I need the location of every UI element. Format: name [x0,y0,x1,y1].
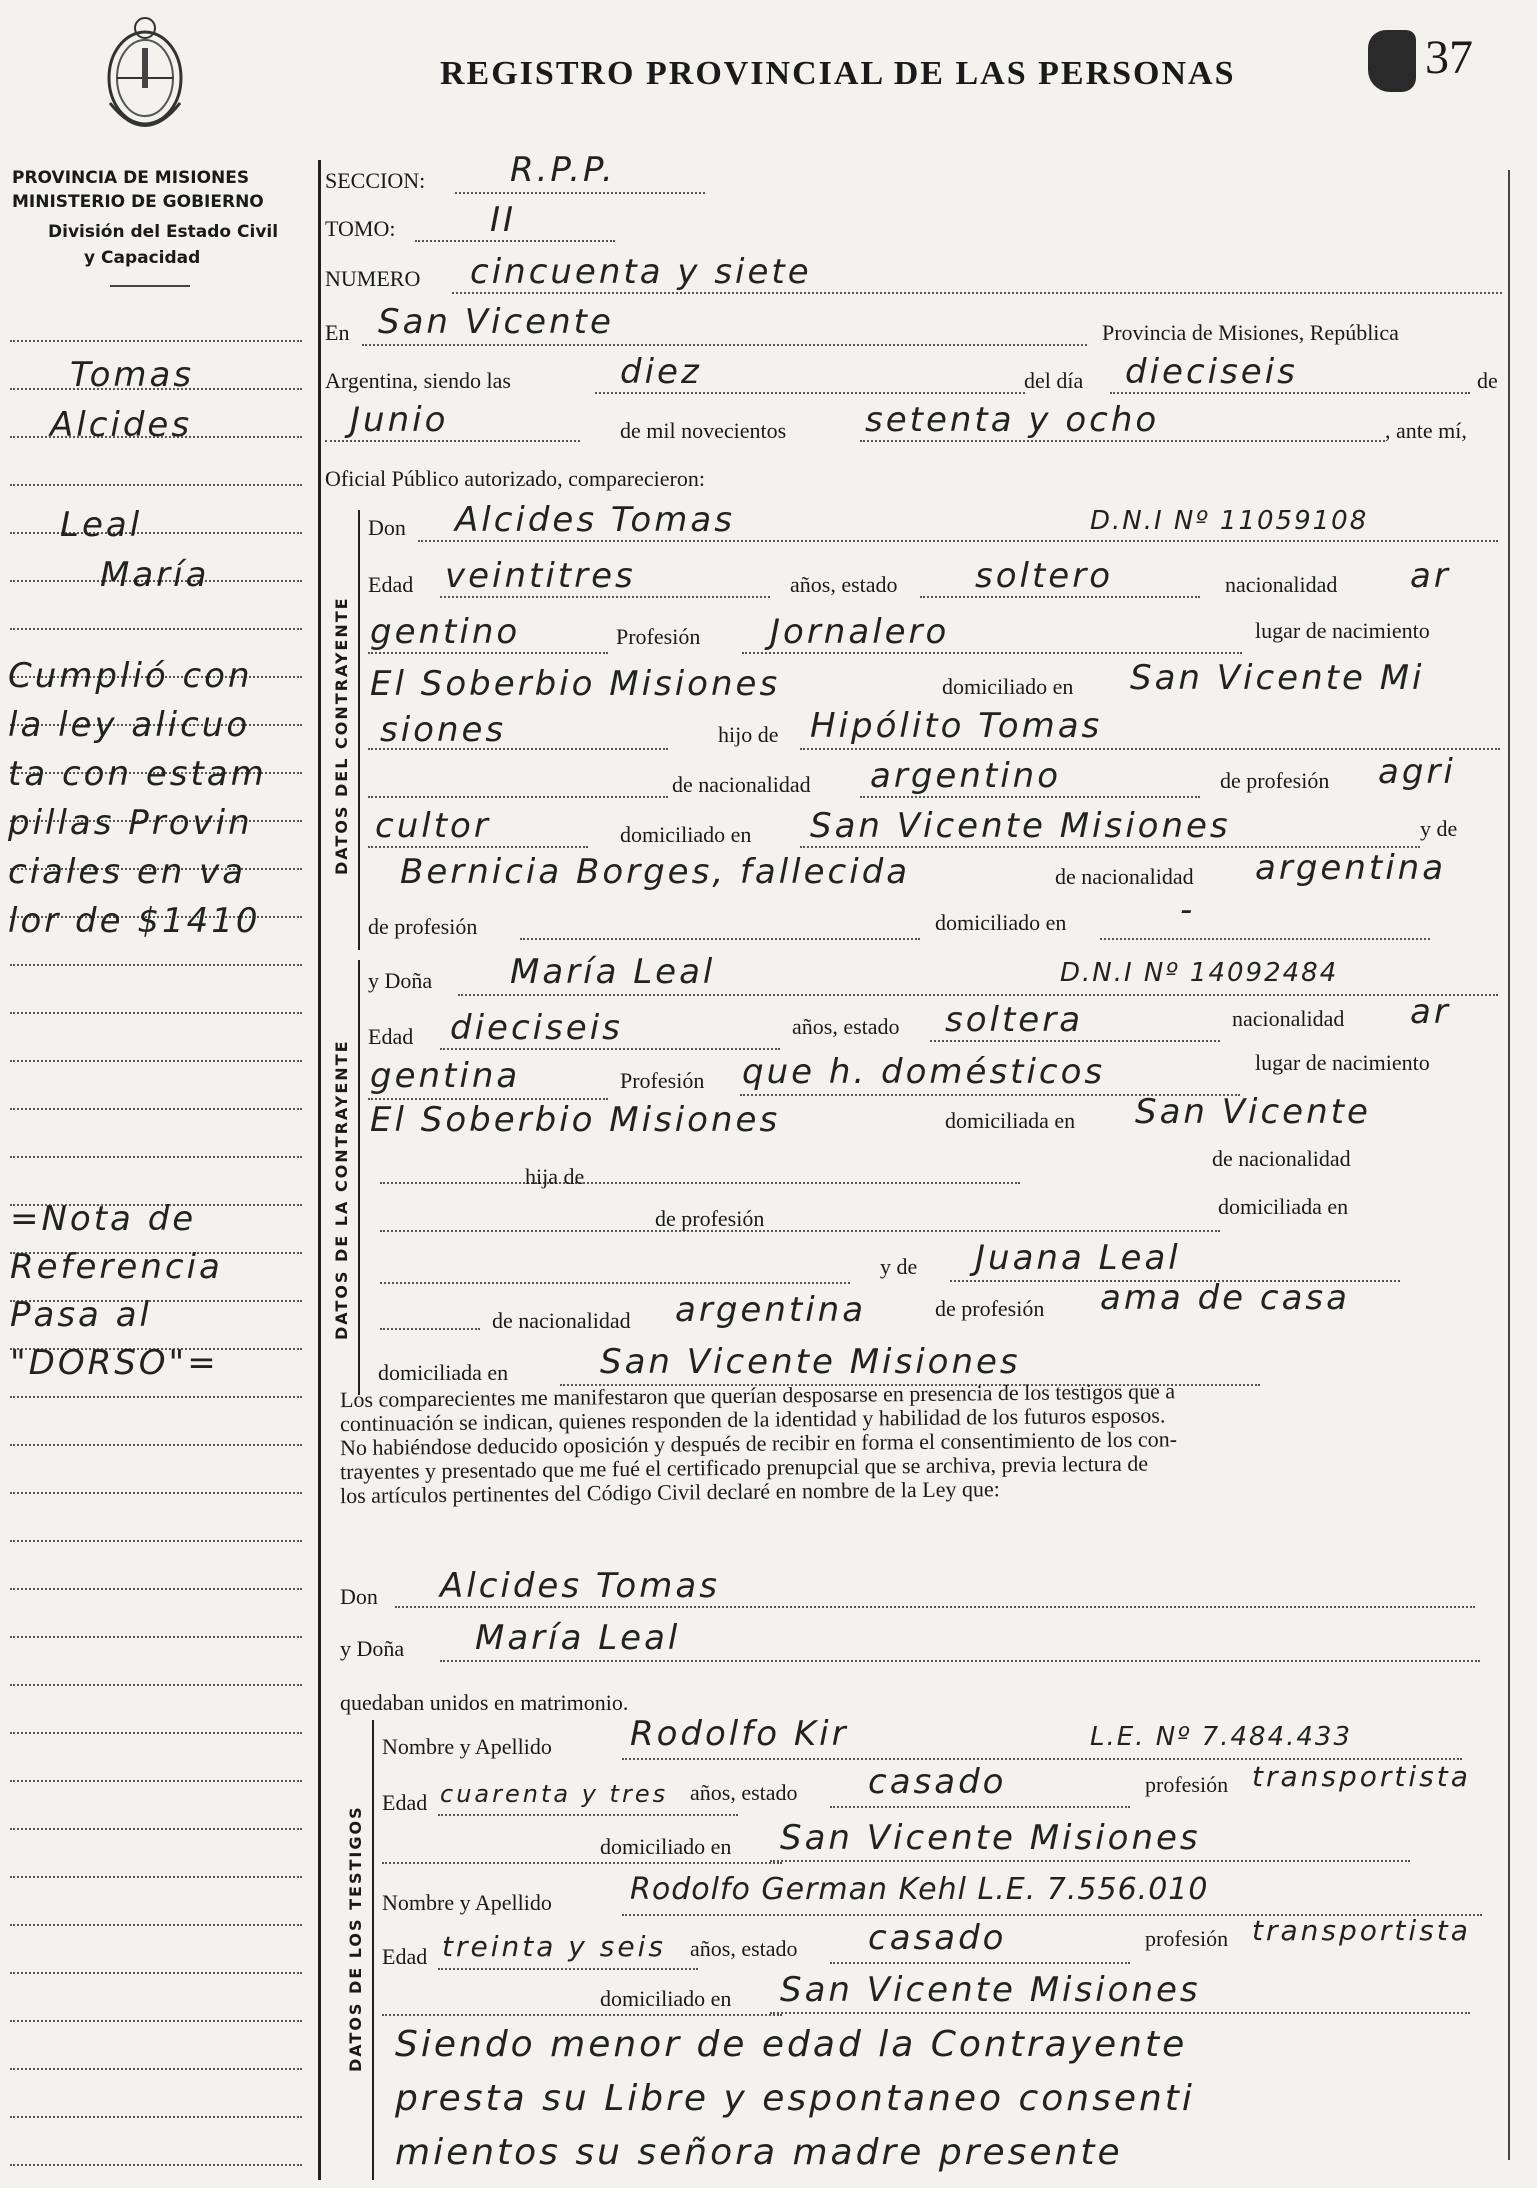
stamp-note-line: pillas Provin [8,803,253,843]
contrayente-profesion: Jornalero [770,612,950,652]
dia-value: dieciseis [1125,352,1298,392]
header-underline [110,285,190,287]
consent-note-line: mientos su señora madre presente [395,2132,1123,2173]
contrayenta-y-de: y de [880,1254,918,1279]
madre-blank-line [380,1282,850,1284]
declaration-dona-line [440,1660,1480,1662]
margin-surname-1: Tomas [70,355,195,395]
coat-of-arms-icon [100,8,190,148]
margin-line [10,1828,302,1830]
contrayenta-madre-blank [380,1328,480,1330]
stamp-note-line: la ley alicuo [8,705,251,745]
margin-line [10,964,302,966]
t1-dom-line [770,1860,1410,1862]
t1-edad: cuarenta y tres [440,1780,669,1808]
contrayente-nac-a: ar [1410,556,1451,596]
madre-prof-line [520,938,920,940]
margin-line [10,1924,302,1926]
contrayenta-estado: soltera [945,1000,1084,1040]
declaration-don-value: Alcides Tomas [440,1566,720,1606]
margin-line [10,1012,302,1014]
contrayenta-edad: dieciseis [450,1008,623,1048]
mes-value: Junio [350,400,449,440]
reference-note-line: "DORSO"= [10,1343,219,1383]
margin-line [10,1444,302,1446]
quedaban-text: quedaban unidos en matrimonio. [340,1690,629,1715]
consent-note [395,2018,1195,2180]
madre-name: Bernicia Borges, fallecida [400,852,911,892]
hija-domiciliada-en: domiciliada en [1218,1194,1349,1219]
declaration-dona-value: María Leal [475,1618,681,1658]
contrayenta-madre-dom: San Vicente Misiones [600,1342,1021,1382]
margin-line [10,1108,302,1110]
margin-surname-2: Leal [60,505,143,545]
contrayente-name: Alcides Tomas [455,500,735,540]
padre-nac-line [860,796,1200,798]
margin-line [10,2116,302,2118]
contrayenta-name: María Leal [510,952,716,992]
margin-line [10,1732,302,1734]
contrayenta-madre-domiciliada-label: domiciliada en [378,1360,509,1385]
page-number: 37 [1425,31,1473,84]
margin-line [10,1156,302,1158]
contrayenta-edad-label: Edad [368,1024,414,1049]
margin-line [10,1972,302,1974]
testigos-section-label: DATOS DE LOS TESTIGOS [346,1805,365,2072]
declaration-paragraph [339,1378,1500,1509]
main-divider [318,160,321,2180]
stamp-note-line: Cumplió con [8,656,253,696]
t2-name: Rodolfo German Kehl L.E. 7.556.010 [630,1872,1209,1907]
t2-dom: San Vicente Misiones [780,1970,1201,2010]
t2-dom-line [770,2012,1470,2014]
contrayenta-domiciliada-en: domiciliada en [945,1108,1076,1133]
anio-line [860,440,1385,442]
padre-line [800,748,1500,750]
don-label: Don [368,515,406,540]
numero-line [452,292,1502,294]
ink-blot [1368,30,1416,92]
padre-name: Hipólito Tomas [810,706,1103,746]
argentina-text: Argentina, siendo las [325,368,511,393]
anio-value: setenta y ocho [865,400,1160,440]
contrayenta-section-label: DATOS DE LA CONTRAYENTE [332,1039,351,1340]
lugar-label: lugar de nacimiento [1255,618,1430,643]
reference-note-line: Referencia [10,1247,223,1287]
margin-line [10,628,302,630]
division-line1: División del Estado Civil [48,222,279,242]
edad-line [440,596,770,598]
t1-estado-line [830,1806,1130,1808]
margin-line [10,1588,302,1590]
anos-estado: años, estado [790,572,898,597]
stamp-note-line: ciales en va [8,852,247,892]
contrayenta-lugar-label: lugar de nacimiento [1255,1050,1430,1075]
hija-de-nacionalidad: de nacionalidad [1212,1146,1351,1171]
contrayenta-domicilio: San Vicente [1135,1092,1371,1132]
dona-line [458,994,1498,996]
reference-note [10,1195,223,1387]
profesion-line [742,652,1242,654]
declaration-line: los artículos pertinentes del Código Civil declaré en nombre de la Ley que: [339,1476,1000,1509]
margin-name-2: María [100,555,210,595]
en-label: En [325,320,350,345]
t1-edad-label: Edad [382,1790,428,1815]
t1-profesion-label: profesión [1145,1772,1229,1797]
hija-de: hija de [525,1164,585,1189]
contrayenta-dni: D.N.I Nº 14092484 [1060,958,1339,988]
madre-dom-dash: - [1180,890,1196,930]
profesion-label: Profesión [616,624,701,649]
don-line [418,540,1498,542]
contrayenta-lugar: El Soberbio Misiones [370,1100,781,1140]
contrayenta-edad-line [440,1048,780,1050]
seccion-value: R.P.P. [510,150,616,190]
padre-prof-line [368,846,588,848]
tomo-line [415,240,615,242]
margin-line [10,340,302,342]
padre-domiciliado-en: domiciliado en [620,822,752,847]
hija-de-profesion: de profesión [655,1206,765,1231]
province-name: PROVINCIA DE MISIONES [12,168,250,188]
margin-line [10,2068,302,2070]
t2-edad: treinta y seis [442,1930,666,1963]
numero-value: cincuenta y siete [470,252,812,292]
del-dia-text: del día [1024,368,1084,393]
de-nacionalidad: de nacionalidad [672,772,811,797]
de-text: de [1477,368,1498,393]
declaration-line: Los comparecientes me manifestaron que querían desposarse en presencia de los testigos que a [339,1378,1176,1413]
contrayenta-madre-nac: argentina [675,1290,867,1330]
y-de: y de [1420,816,1458,841]
padre-prof-b: cultor [375,806,491,846]
dia-line [1110,392,1470,394]
contrayente-section-label: DATOS DEL CONTRAYENTE [332,596,351,875]
t2-anos-estado: años, estado [690,1936,798,1961]
declaration-line: trayentes y presentado que me fué el certificado prenupcial que se archiva, previa lectura de [339,1450,1149,1485]
seccion-line [455,192,705,194]
domiciliado-en: domiciliado en [942,674,1074,699]
t2-dom-blank [382,2014,782,2016]
en-value: San Vicente [378,302,614,342]
t2-domiciliado-en: domiciliado en [600,1986,732,2011]
t2-edad-label: Edad [382,1944,428,1969]
contrayenta-anos-estado: años, estado [792,1014,900,1039]
madre-de-profesion: de profesión [368,914,478,939]
contrayenta-bracket [358,960,360,1395]
margin-line [10,532,302,534]
mes-line [325,440,580,442]
madre-nac: argentina [1255,848,1447,888]
nacionalidad-label: nacionalidad [1225,572,1338,597]
t2-profesion-label: profesión [1145,1926,1229,1951]
hijo-de: hijo de [718,722,779,747]
margin-line [10,1636,302,1638]
contrayenta-madre-prof: ama de casa [1100,1278,1350,1318]
declaration-line: continuación se indican, quienes responden de la identidad y habilidad de los futuros esposos. [339,1402,1166,1437]
reference-note-line: Pasa al [10,1295,152,1335]
reference-note-line: =Nota de [10,1199,197,1239]
contrayente-edad: veintitres [445,556,636,596]
padre-prof-a: agri [1378,752,1456,792]
t1-estado: casado [868,1762,1007,1802]
contrayenta-nac-b: gentina [370,1056,521,1096]
contrayente-lugar: El Soberbio Misiones [370,664,781,704]
contrayente-bracket [358,510,360,950]
t1-nombre-label: Nombre y Apellido [382,1734,552,1759]
numero-label: NUMERO [325,266,421,291]
hora-line [595,392,1025,394]
margin-line [10,1684,302,1686]
contrayente-domicilio-a: San Vicente Mi [1130,658,1425,698]
estado-line [920,596,1200,598]
testigos-bracket [372,1720,374,2180]
hora-value: diez [620,352,702,392]
ministry-name: MINISTERIO DE GOBIERNO [12,192,264,212]
hija-prof-line [380,1230,1220,1232]
stamp-note [8,652,267,946]
margin-line [10,2164,302,2166]
edad-label: Edad [368,572,414,597]
mil-text: de mil novecientos [620,418,787,443]
padre-blank-line [368,796,668,798]
declaration-don-line [395,1606,1475,1608]
t1-doc: L.E. Nº 7.484.433 [1090,1722,1352,1752]
declaration-dona-label: y Doña [340,1636,405,1661]
nac-line [368,652,608,654]
contrayenta-estado-line [930,1040,1220,1042]
t2-estado-line [830,1962,1130,1964]
margin-line [10,1540,302,1542]
contrayente-estado: soltero [975,556,1113,596]
contrayenta-madre-name: Juana Leal [975,1238,1181,1278]
ante-mi-text: , ante mí, [1385,418,1467,443]
stamp-note-line: ta con estam [8,754,267,794]
contrayenta-nac-a: ar [1410,992,1451,1032]
margin-name-1: Alcides [50,405,193,445]
margin-line [10,484,302,486]
margin-line [10,1396,302,1398]
consent-note-line: presta su Libre y espontaneo consenti [395,2078,1195,2119]
t1-name: Rodolfo Kir [630,1714,849,1754]
contrayenta-madre-nacionalidad-label: de nacionalidad [492,1308,631,1333]
declaration-line: No habiéndose deducido oposición y después de recibir en forma el consentimiento de los con- [339,1426,1178,1461]
margin-line [10,2020,302,2022]
tomo-label: TOMO: [325,216,396,241]
dona-label: y Doña [368,968,433,993]
contrayente-nac-b: gentino [370,612,521,652]
hija-line [380,1182,1020,1184]
oficial-text: Oficial Público autorizado, comparecieron: [325,466,705,491]
t1-prof: transportista [1252,1760,1471,1793]
margin-line [10,1492,302,1494]
declaration-don-label: Don [340,1584,378,1609]
margin-line [10,1780,302,1782]
en-line [362,344,1087,346]
right-border [1508,170,1510,2160]
margin-line [10,1876,302,1878]
contrayenta-profesion-label: Profesión [620,1068,705,1093]
provincia-text: Provincia de Misiones, República [1102,320,1399,345]
padre-nac: argentino [870,756,1061,796]
stamp-note-line: lor de $1410 [8,901,261,941]
t2-nombre-label: Nombre y Apellido [382,1890,552,1915]
consent-note-line: Siendo menor de edad la Contrayente [395,2024,1188,2065]
padre-dom: San Vicente Misiones [810,806,1231,846]
t1-domiciliado-en: domiciliado en [600,1834,732,1859]
t2-prof: transportista [1252,1914,1471,1947]
t1-dom: San Vicente Misiones [780,1818,1201,1858]
t2-estado: casado [868,1918,1007,1958]
tomo-value: II [490,200,517,240]
t1-dom-blank [382,1862,782,1864]
madre-dom-line [1100,938,1430,940]
seccion-label: SECCION: [325,168,426,193]
contrayenta-madre-profesion-label: de profesión [935,1296,1045,1321]
contrayente-dni: D.N.I Nº 11059108 [1090,506,1369,536]
t1-anos-estado: años, estado [690,1780,798,1805]
division-line2: y Capacidad [84,248,201,268]
t2-edad-line [438,1968,698,1970]
contrayente-domicilio-b: siones [380,710,507,750]
madre-de-nacionalidad: de nacionalidad [1055,864,1194,889]
de-profesion: de profesión [1220,768,1330,793]
margin-line [10,1060,302,1062]
contrayenta-nacionalidad-label: nacionalidad [1232,1006,1345,1031]
madre-domiciliado-en: domiciliado en [935,910,1067,935]
contrayenta-profesion: que h. domésticos [742,1052,1106,1092]
t1-edad-line [438,1814,738,1816]
document-title: REGISTRO PROVINCIAL DE LAS PERSONAS [440,55,1236,92]
